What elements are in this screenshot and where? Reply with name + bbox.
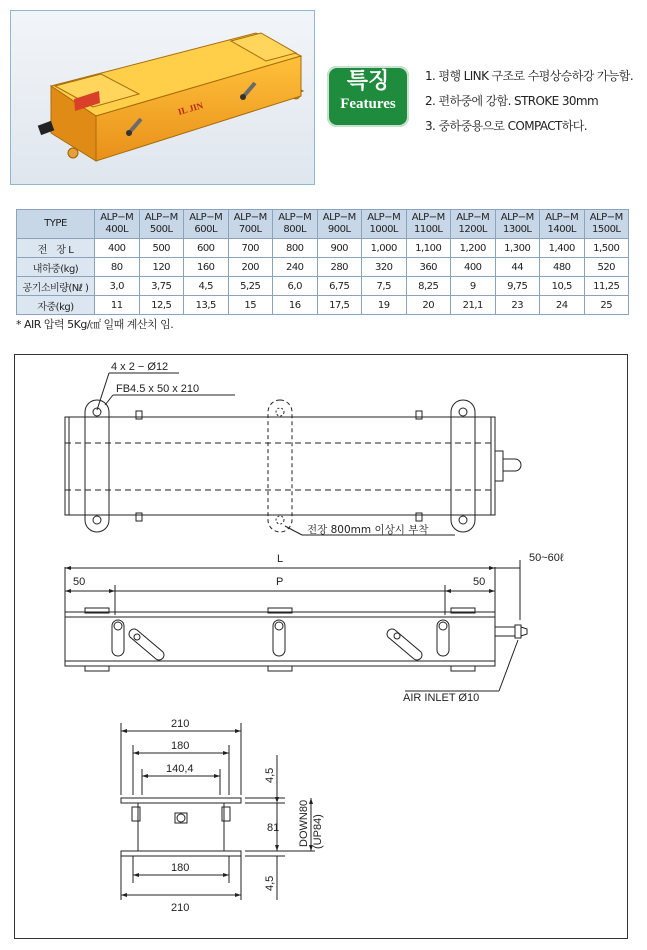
- table-cell: 520: [584, 258, 629, 277]
- features-title-ko: 특징: [346, 69, 390, 94]
- dim-plate-bottom: 4,5: [264, 875, 276, 891]
- hole-callout: 4 x 2 − Ø12: [111, 361, 169, 373]
- table-cell: 240: [273, 258, 318, 277]
- fb-callout: FB4.5 x 50 x 210: [116, 383, 200, 395]
- table-cell: 25: [584, 296, 629, 315]
- table-header-row: [17, 210, 629, 239]
- table-cell: 17,5: [317, 296, 362, 315]
- dim-width-210-top: 210: [171, 718, 190, 730]
- model-header: ALP−M 900L: [317, 210, 362, 239]
- model-header: ALP−M 1200L: [451, 210, 496, 239]
- table-cell: 20: [406, 296, 451, 315]
- features-title-en: Features: [340, 96, 396, 112]
- dim-height-81: 81: [267, 822, 280, 834]
- air-inlet-callout: AIR INLET Ø10: [403, 692, 480, 704]
- table-cell: 1,200: [451, 239, 496, 258]
- table-cell: 400: [95, 239, 140, 258]
- table-cell: 360: [406, 258, 451, 277]
- row-label: 전 장 L: [17, 239, 95, 258]
- table-cell: 13,5: [184, 296, 229, 315]
- dim-length-L: L: [277, 553, 284, 565]
- drawing-svg: [15, 355, 627, 938]
- table-cell: 1,000: [362, 239, 407, 258]
- model-header: ALP−M 1100L: [406, 210, 451, 239]
- table-cell: 80: [95, 258, 140, 277]
- dim-width-140: 140,4: [166, 763, 194, 775]
- table-cell: 21,1: [451, 296, 496, 315]
- table-cell: 400: [451, 258, 496, 277]
- table-cell: 10,5: [540, 277, 585, 296]
- feature-item: 2. 편하중에 강함. STROKE 30mm: [425, 94, 599, 108]
- table-cell: 6,0: [273, 277, 318, 296]
- product-photo: [10, 10, 315, 185]
- table-cell: 7,5: [362, 277, 407, 296]
- technical-drawing: [14, 354, 628, 939]
- table-cell: 200: [228, 258, 273, 277]
- table-cell: 1,300: [495, 239, 540, 258]
- dim-width-180-bottom: 180: [171, 862, 190, 874]
- model-header: ALP−M 700L: [228, 210, 273, 239]
- table-cell: 320: [362, 258, 407, 277]
- type-header: TYPE: [17, 210, 95, 239]
- model-header: ALP−M 600L: [184, 210, 229, 239]
- model-header: ALP−M 1500L: [584, 210, 629, 239]
- table-cell: 11: [95, 296, 140, 315]
- table-row: [17, 277, 629, 296]
- table-cell: 9: [451, 277, 496, 296]
- table-row: [17, 296, 629, 315]
- dim-plate-top: 4,5: [264, 767, 276, 783]
- dim-offset-right: 50: [473, 576, 486, 588]
- table-cell: 1,400: [540, 239, 585, 258]
- table-cell: 900: [317, 239, 362, 258]
- dim-width-180-top: 180: [171, 740, 190, 752]
- table-cell: 44: [495, 258, 540, 277]
- model-header: ALP−M 500L: [139, 210, 184, 239]
- table-row: [17, 258, 629, 277]
- row-label: 자중(kg): [17, 296, 95, 315]
- table-cell: 8,25: [406, 277, 451, 296]
- dim-width-210-bottom: 210: [171, 902, 190, 914]
- table-cell: 700: [228, 239, 273, 258]
- center-plate-note: 전장 800mm 이상시 부착: [307, 524, 429, 536]
- dim-offset-left: 50: [73, 576, 86, 588]
- row-label: 공기소비량(Nℓ ): [17, 277, 95, 296]
- model-header: ALP−M 800L: [273, 210, 318, 239]
- model-header: ALP−M 1300L: [495, 210, 540, 239]
- model-header: ALP−M 1000L: [362, 210, 407, 239]
- table-cell: 19: [362, 296, 407, 315]
- table-cell: 23: [495, 296, 540, 315]
- row-label: 내하중(kg): [17, 258, 95, 277]
- table-cell: 280: [317, 258, 362, 277]
- footnote: * AIR 압력 5Kg/㎠ 일때 계산치 임.: [16, 318, 174, 331]
- dim-up-stroke: (UP84): [312, 814, 324, 849]
- table-cell: 1,100: [406, 239, 451, 258]
- table-cell: 600: [184, 239, 229, 258]
- table-cell: 5,25: [228, 277, 273, 296]
- model-header: ALP−M 400L: [95, 210, 140, 239]
- table-cell: 24: [540, 296, 585, 315]
- table-cell: 15: [228, 296, 273, 315]
- table-row: [17, 239, 629, 258]
- table-cell: 16: [273, 296, 318, 315]
- table-cell: 480: [540, 258, 585, 277]
- features-badge: [327, 66, 409, 127]
- feature-item: 1. 평행 LINK 구조로 수평상승하강 가능함.: [425, 69, 634, 83]
- table-cell: 120: [139, 258, 184, 277]
- spec-table: [16, 209, 629, 315]
- table-cell: 160: [184, 258, 229, 277]
- table-cell: 12,5: [139, 296, 184, 315]
- brand-text: IL JIN: [176, 100, 205, 117]
- table-cell: 3,75: [139, 277, 184, 296]
- table-cell: 800: [273, 239, 318, 258]
- table-cell: 9,75: [495, 277, 540, 296]
- table-cell: 1,500: [584, 239, 629, 258]
- model-header: ALP−M 1400L: [540, 210, 585, 239]
- lifter-illustration: [11, 11, 314, 184]
- features-list: [425, 64, 633, 139]
- table-cell: 4,5: [184, 277, 229, 296]
- table-cell: 11,25: [584, 277, 629, 296]
- dim-pitch-P: P: [276, 576, 284, 588]
- table-cell: 3,0: [95, 277, 140, 296]
- dim-pipe-length: 50~60ℓ: [529, 552, 564, 564]
- dim-down-stroke: DOWN80: [298, 799, 310, 847]
- table-cell: 6,75: [317, 277, 362, 296]
- table-cell: 500: [139, 239, 184, 258]
- feature-item: 3. 중하중용으로 COMPACT하다.: [425, 119, 587, 133]
